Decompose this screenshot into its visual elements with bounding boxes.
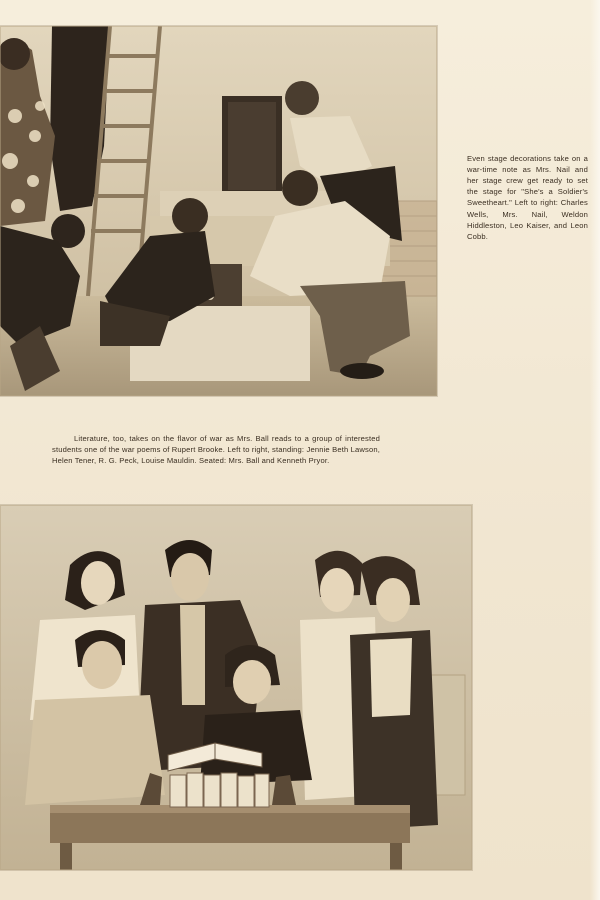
stage-crew-caption: Even stage decorations take on a war-time note as Mrs. Nail and her stage crew get ready to set the stage for "She's a Soldier's Sweetheart." Left to right: Charles Wells, Mrs. Nail, Weldon Hiddleston, Leo Kaiser, and Leon Cobb. (467, 153, 588, 242)
stage-crew-photo (0, 26, 437, 396)
literature-group-photo (0, 505, 472, 870)
stage-crew-photo-art (0, 26, 437, 396)
page-edge (590, 0, 600, 900)
literature-caption: Literature, too, takes on the flavor of war as Mrs. Ball reads to a group of interested students one of the war poems of Rupert Brooke. Left to right, standing: Jennie Beth Lawson, Helen Tener, R. G. Peck, Louise Mauldin. Seated: Mrs. Ball and Kenneth Pryor. (52, 433, 380, 465)
literature-group-photo-art (0, 505, 472, 870)
